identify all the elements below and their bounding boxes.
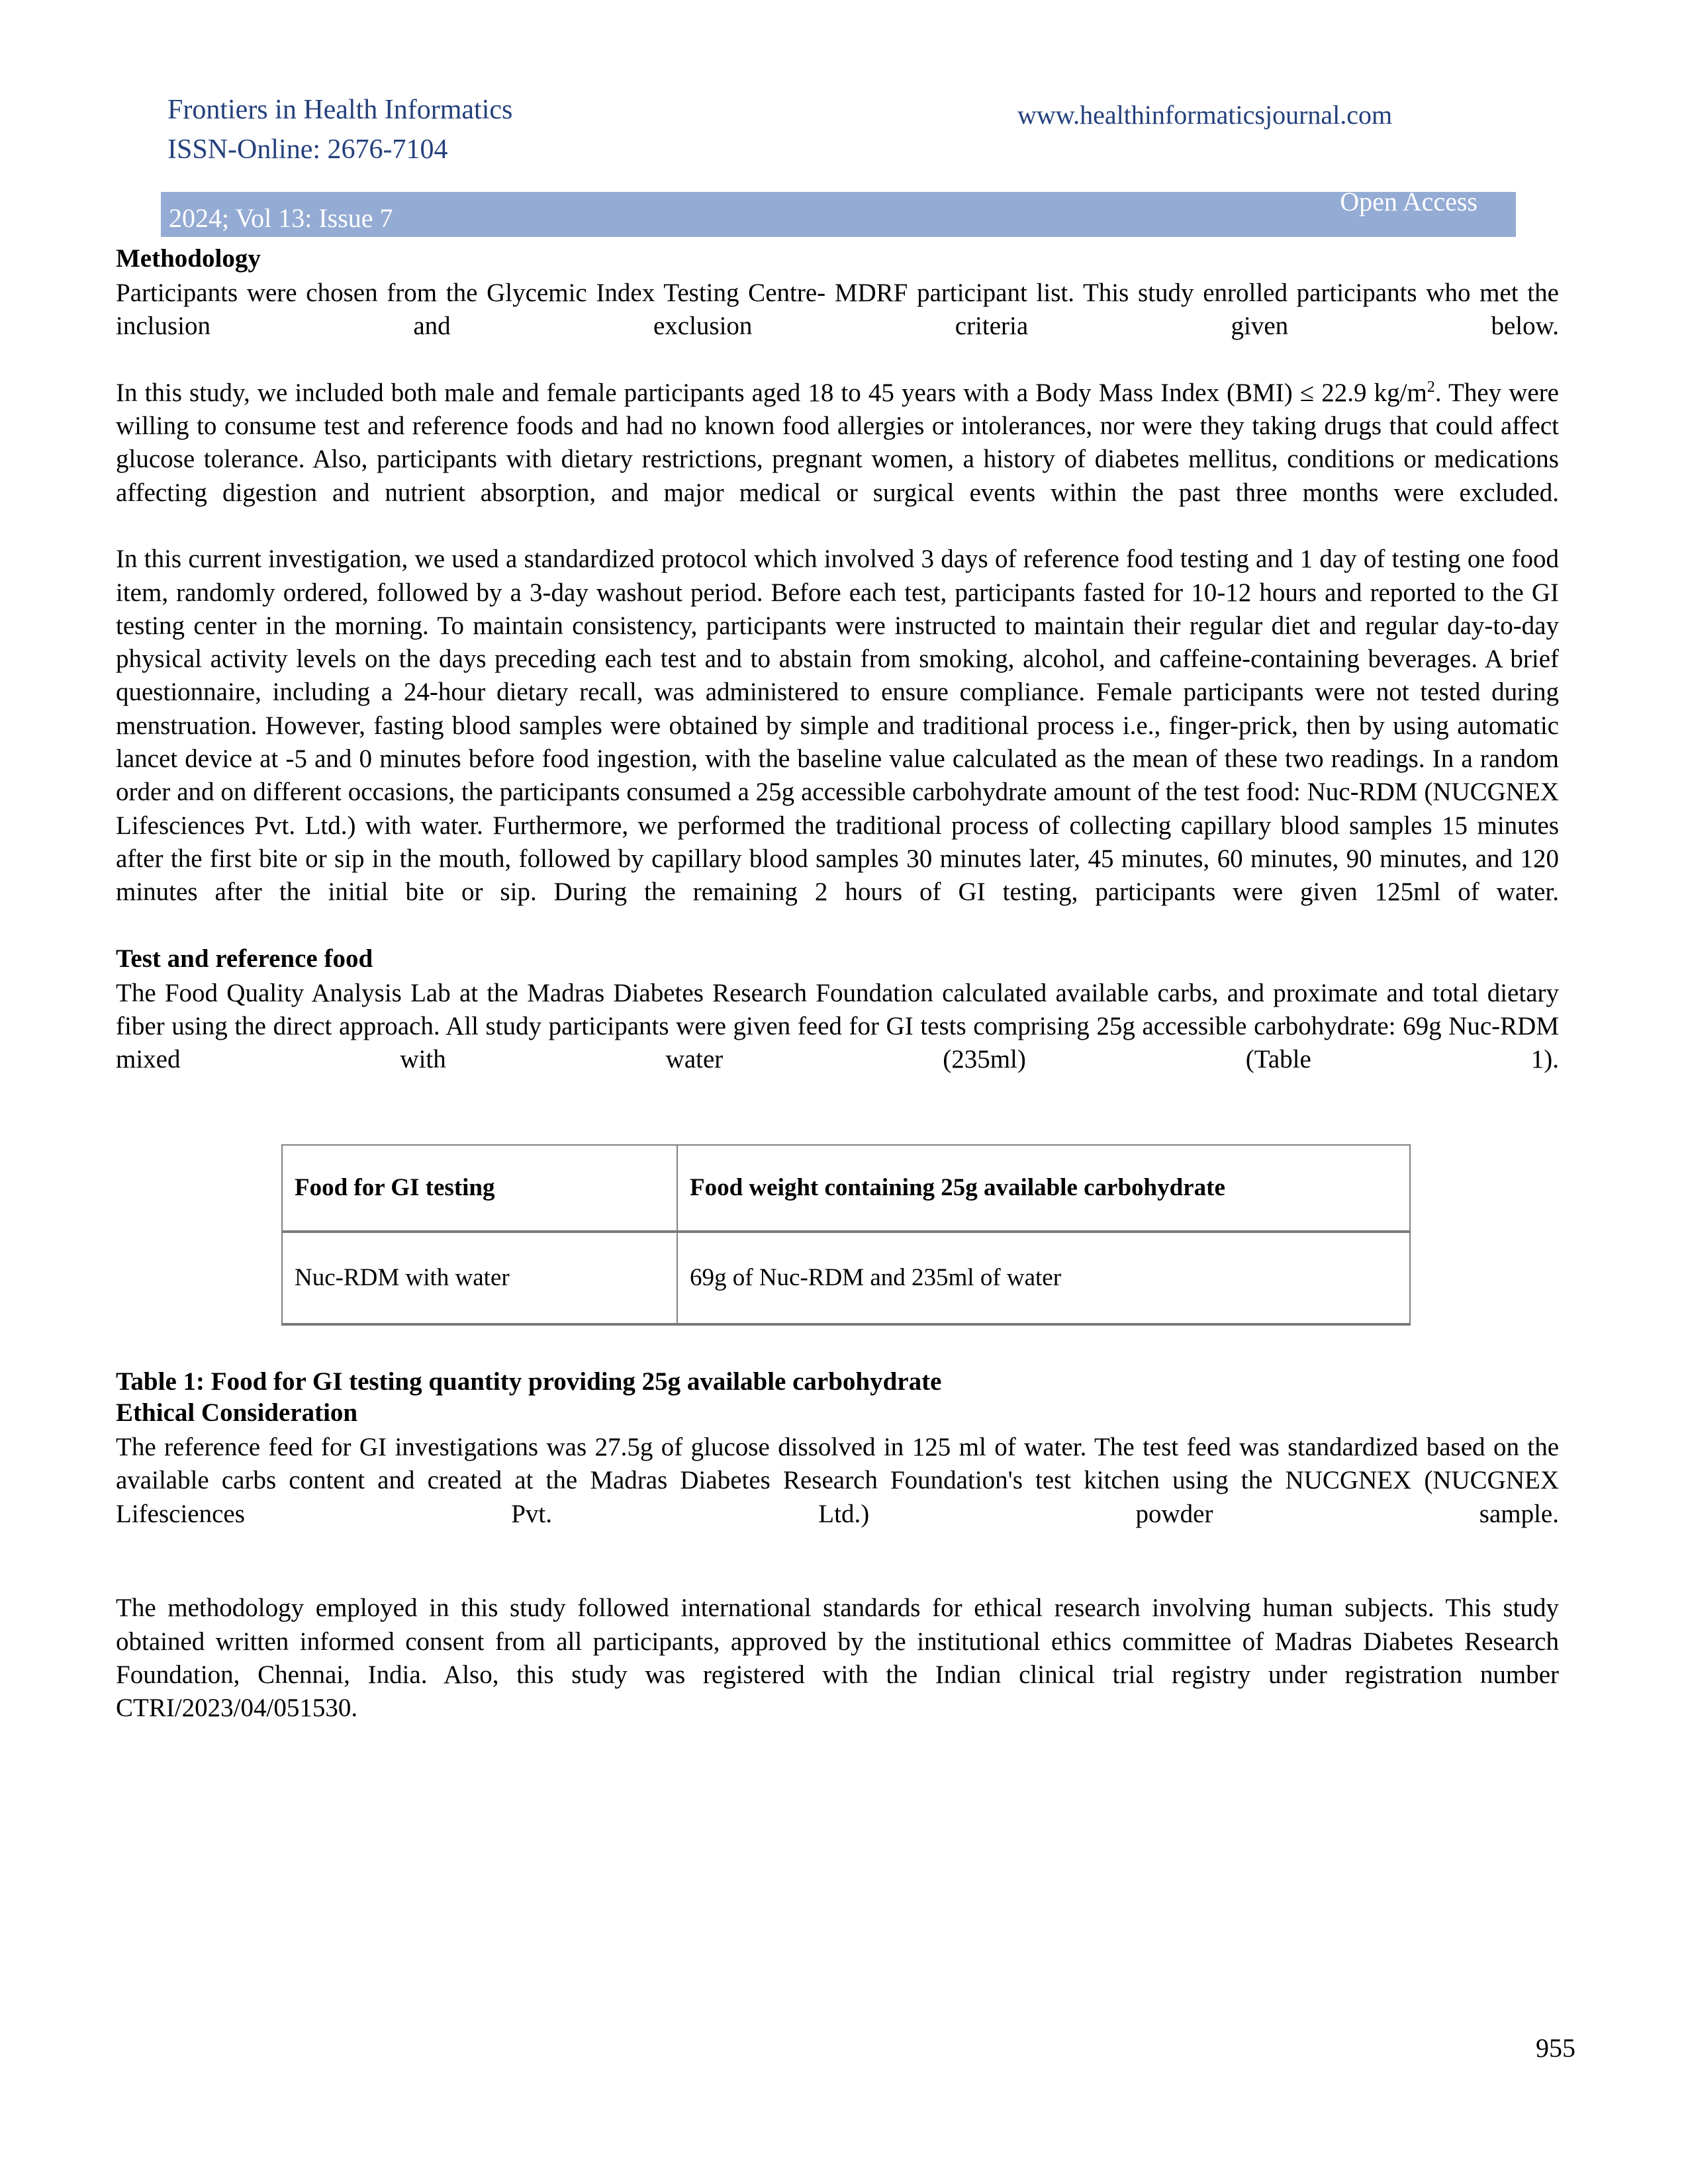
table-1-wrapper bbox=[116, 1144, 1559, 1326]
heading-test-and-reference-food: Test and reference food bbox=[116, 944, 373, 973]
table-header-food-label: Food for GI testing bbox=[295, 1173, 495, 1201]
table-cell-food-name bbox=[282, 1232, 677, 1324]
table-1-caption: Table 1: Food for GI testing quantity providing 25g available carbohydrate bbox=[116, 1367, 942, 1396]
issue-banner bbox=[161, 187, 1516, 237]
table-cell-food-name-value: Nuc-RDM with water bbox=[295, 1264, 510, 1292]
table-header-row bbox=[282, 1145, 1410, 1232]
paragraph-test-food-1: The Food Quality Analysis Lab at the Madras Diabetes Research Foundation calculated available carbs, and proximate and total dietary fiber using the direct approach. All study participants were given feed for GI tests comprising 25g accessible carbohydrate: 69g Nuc-RDM mixed with water (235ml) (Table 1). bbox=[116, 978, 1559, 1074]
page-number: 955 bbox=[1536, 2033, 1575, 2063]
journal-website-url: www.healthinformaticsjournal.com bbox=[1017, 100, 1393, 130]
paragraph-methodology-1: Participants were chosen from the Glycemic Index Testing Centre- MDRF participant list. This study enrolled participants who met the inclusion and exclusion criteria given below. bbox=[116, 278, 1559, 341]
journal-masthead bbox=[0, 0, 1688, 199]
paragraph-methodology-3: In this current investigation, we used a standardized protocol which involved 3 days of reference food testing and 1 day of testing one food item, randomly ordered, followed by a 3-day washout period. Before each test, participants fasted for 10-12 hours and reported to the GI testing center in the morning. To maintain consistency, participants were instructed to maintain their regular diet and regular day-to-day physical activity levels on the days preceding each test and to abstain from smoking, alcohol, and caffeine-containing beverages. A brief questionnaire, including a 24-hour dietary recall, was administered to ensure compliance. Female participants were not tested during menstruation. However, fasting blood samples were obtained by simple and traditional process i.e., finger-prick, then by using automatic lancet device at -5 and 0 minutes before food ingestion, with the baseline value calculated as the mean of these two readings. In a random order and on different occasions, the participants consumed a 25g accessible carbohydrate amount of the test food: Nuc-RDM (NUCGNEX Lifesciences Pvt. Ltd.) with water. Furthermore, we performed the traditional process of collecting capillary blood samples 15 minutes after the first bite or sip in the mouth, followed by capillary blood samples 30 minutes later, 45 minutes, 60 minutes, 90 minutes, and 120 minutes after the initial bite or sip. During the remaining 2 hours of GI testing, participants were given 125ml of water. bbox=[116, 545, 1559, 907]
superscript-squared: 2 bbox=[1427, 377, 1435, 396]
table-cell-food-weight bbox=[677, 1232, 1410, 1324]
paragraph-ethical-1: The reference feed for GI investigations was 27.5g of glucose dissolved in 125 ml of water. The test feed was standardized based on the available carbs content and created at the Madras Diabetes Research Foundation's test kitchen using the NUCGNEX (NUCGNEX Lifesciences Pvt. Ltd.) powder sample. bbox=[116, 1433, 1559, 1528]
paragraph-spacer bbox=[116, 1564, 1559, 1592]
article-body bbox=[116, 242, 1559, 1758]
journal-title: Frontiers in Health Informatics bbox=[167, 95, 513, 125]
paragraph-methodology-2-part-a: In this study, we included both male and female participants aged 18 to 45 years with a Body Mass Index (BMI) ≤ 22.9 kg/m bbox=[116, 378, 1427, 407]
open-access-badge: Open Access bbox=[1340, 187, 1477, 216]
paragraph-ethical-2: The methodology employed in this study followed international standards for ethical research involving human subjects. This study obtained written informed consent from all participants, approved by the institutional ethics committee of Madras Diabetes Research Foundation, Chennai, India. Also, this study was registered with the Indian clinical trial registry under registration number CTRI/2023/04/051530. bbox=[116, 1594, 1559, 1723]
heading-methodology: Methodology bbox=[116, 244, 261, 273]
issue-label: 2024; Vol 13: Issue 7 bbox=[169, 203, 393, 233]
table-header-weight-label: Food weight containing 25g available carbohydrate bbox=[690, 1173, 1225, 1201]
heading-ethical-consideration: Ethical Consideration bbox=[116, 1398, 358, 1428]
gi-testing-table bbox=[281, 1144, 1411, 1326]
paragraph-methodology-2-part-b: . They were willing to consume test and reference foods and had no known food allergies or intolerances, nor were they taking drugs that could affect glucose tolerance. Also, participants with dietary restrictions, pregnant women, a history of diabetes mellitus, conditions or medications affecting digestion and nutrient absorption, and major medical or surgical events within the past three months were excluded. bbox=[116, 378, 1559, 507]
table-row bbox=[282, 1232, 1410, 1324]
table-cell-food-weight-value: 69g of Nuc-RDM and 235ml of water bbox=[690, 1264, 1062, 1292]
table-header-cell-food bbox=[282, 1145, 677, 1232]
journal-issn: ISSN-Online: 2676-7104 bbox=[167, 134, 448, 165]
paragraph-methodology-2 bbox=[116, 377, 1559, 543]
table-header-cell-weight bbox=[677, 1145, 1410, 1232]
